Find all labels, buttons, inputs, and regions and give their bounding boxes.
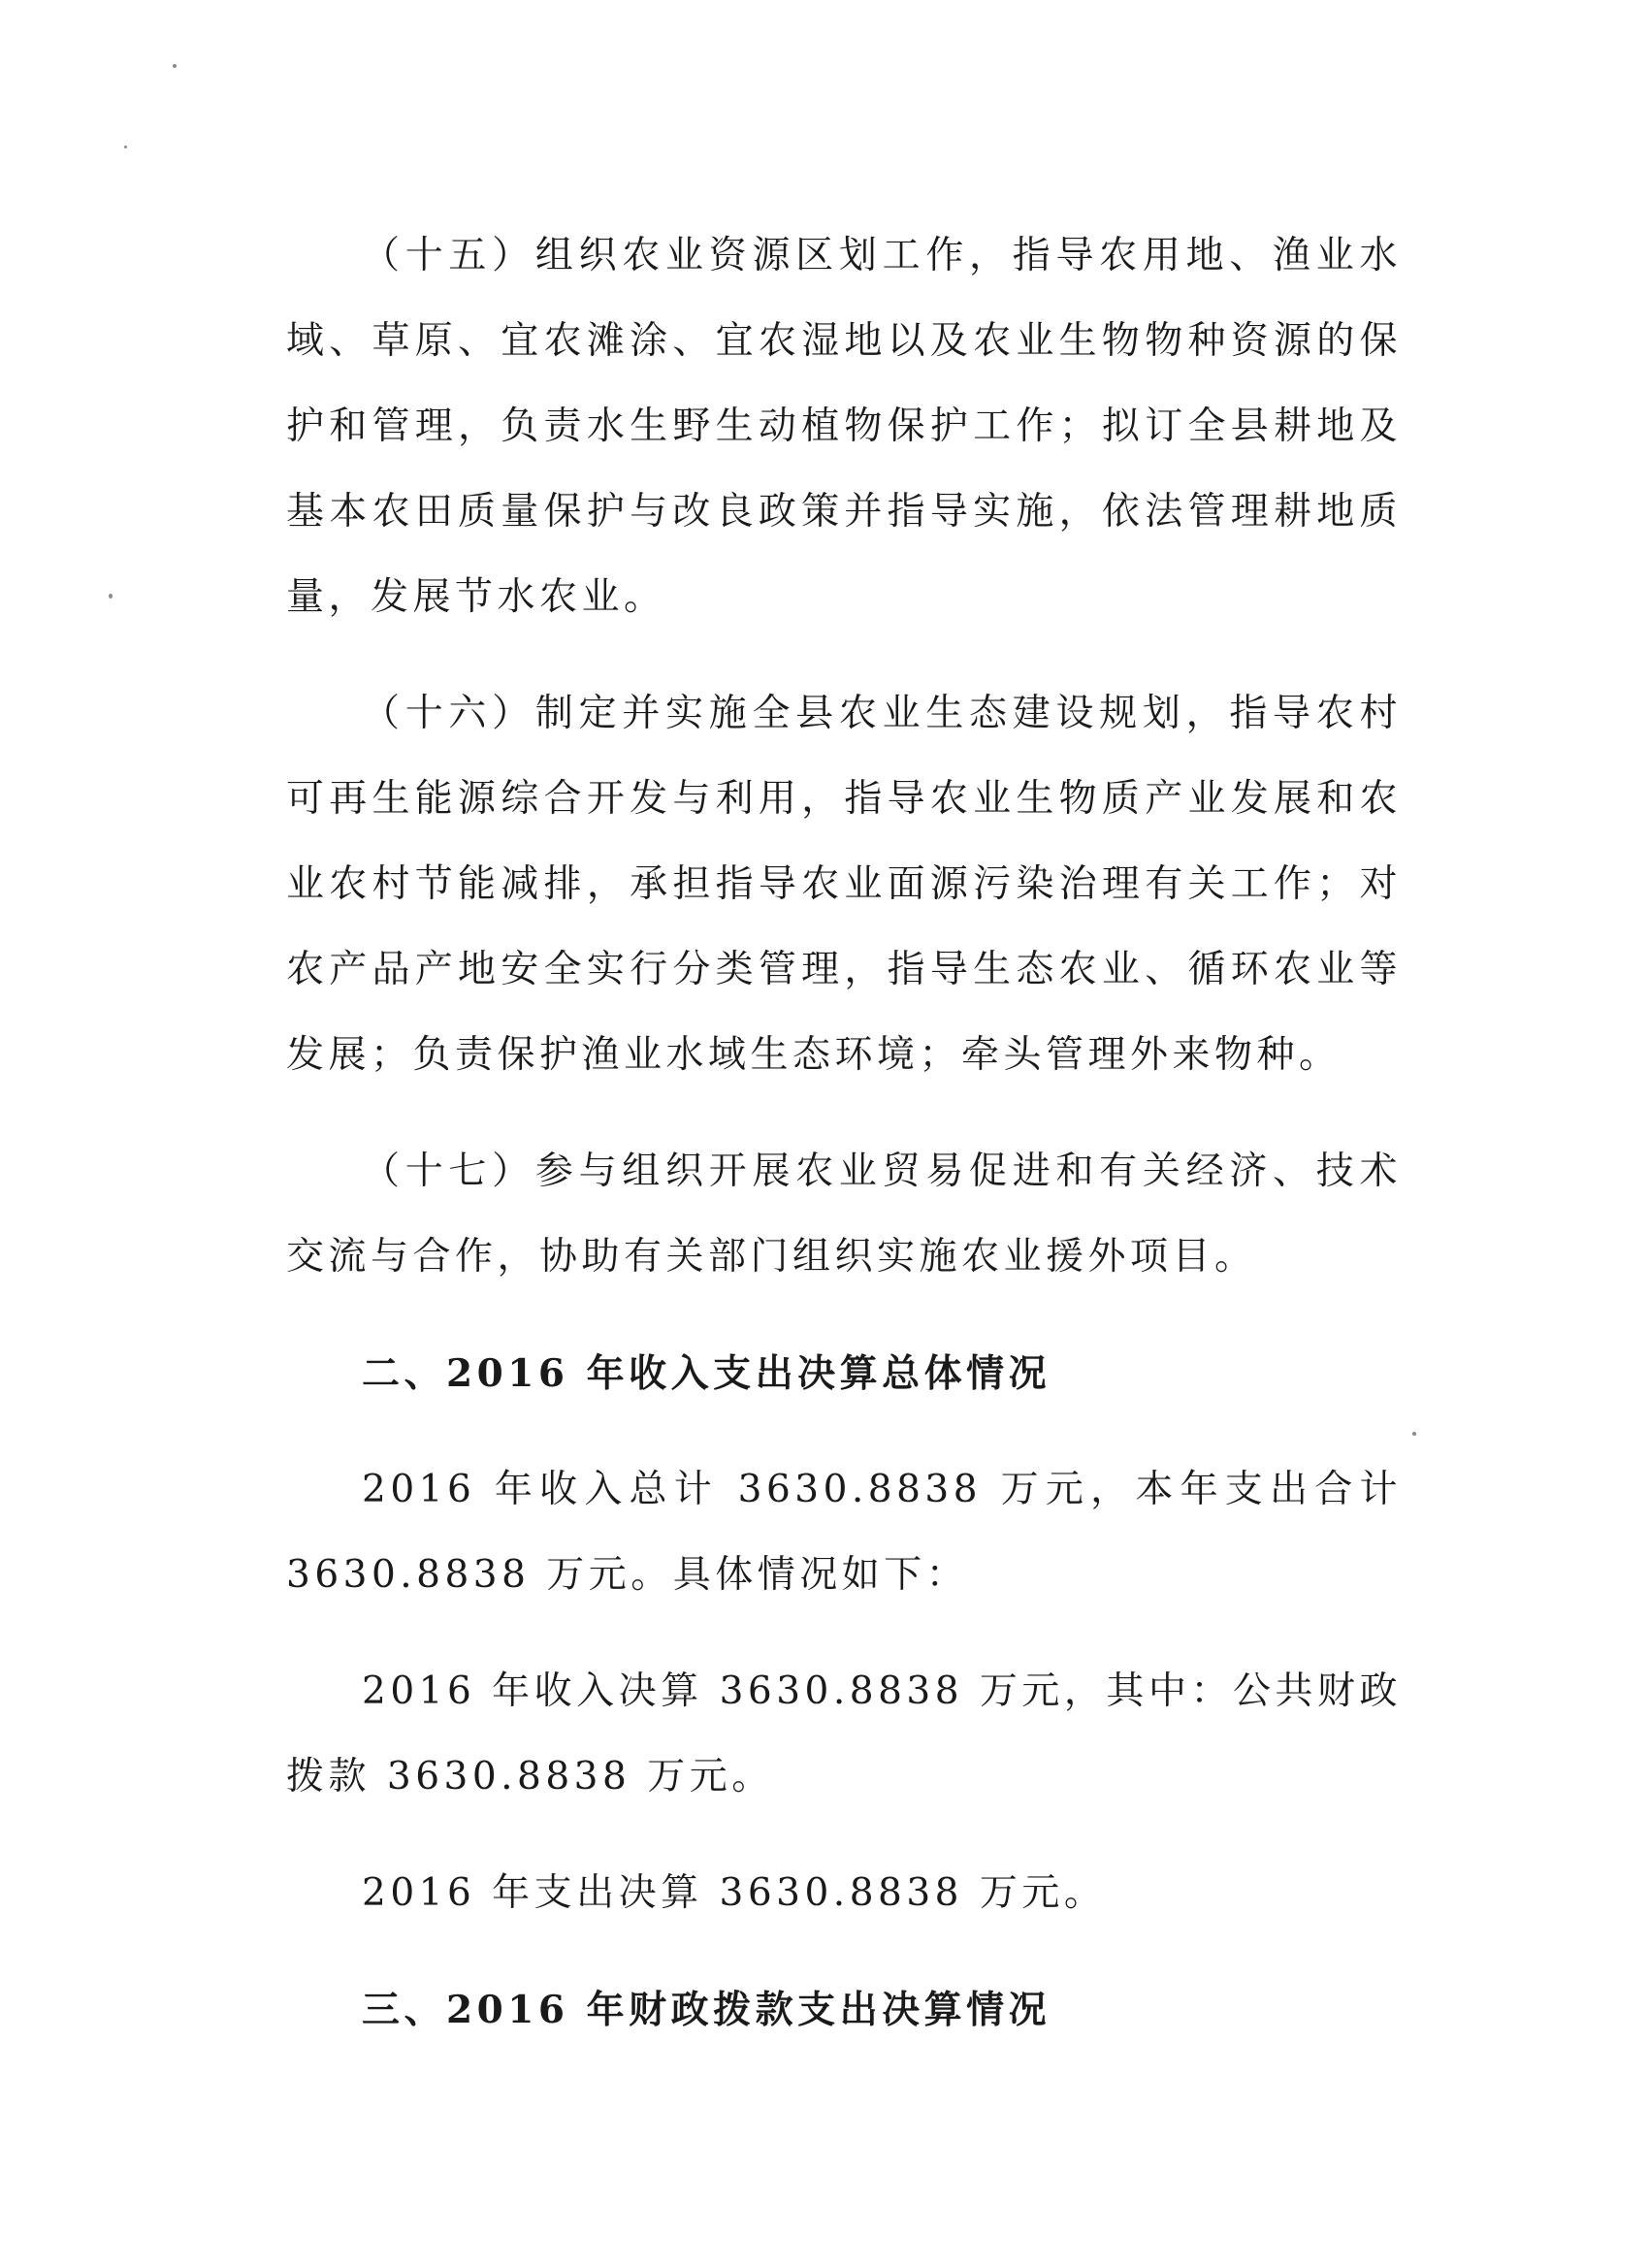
scan-speck	[173, 64, 177, 68]
document-body	[286, 213, 1402, 2084]
section-heading-2: 二、2016 年收入支出决算总体情况	[362, 1351, 1051, 1396]
paragraph-income-total: 2016 年收入总计 3630.8838 万元，本年支出合计 3630.8838 万元。具体情况如下：	[286, 1468, 1402, 1597]
scan-speck	[124, 146, 127, 148]
paragraph-expense-final: 2016 年支出决算 3630.8838 万元。	[362, 1871, 1107, 1915]
section-heading-3: 三、2016 年财政拨款支出决算情况	[362, 1988, 1051, 2032]
paragraph-17: （十七）参与组织开展农业贸易促进和有关经济、技术交流与合作，协助有关部门组织实施农业援外项目。	[286, 1150, 1402, 1279]
paragraph-16: （十六）制定并实施全县农业生态建设规划，指导农村可再生能源综合开发与利用，指导农业生物质产业发展和农业农村节能减排，承担指导农业面源污染治理有关工作；对农产品产地安全实行分类管理，指导生态农业、循环农业等发展；负责保护渔业水域生态环境；牵头管理外来物种。	[286, 692, 1402, 1077]
scan-speck	[1412, 1432, 1416, 1436]
scan-speck	[109, 594, 113, 599]
paragraph-15: （十五）组织农业资源区划工作，指导农用地、渔业水域、草原、宜农滩涂、宜农湿地以及农业生物物种资源的保护和管理，负责水生野生动植物保护工作；拟订全县耕地及基本农田质量保护与改良政策并指导实施，依法管理耕地质量，发展节水农业。	[286, 234, 1402, 619]
paragraph-income-final: 2016 年收入决算 3630.8838 万元，其中：公共财政拨款 3630.8838 万元。	[286, 1669, 1402, 1798]
